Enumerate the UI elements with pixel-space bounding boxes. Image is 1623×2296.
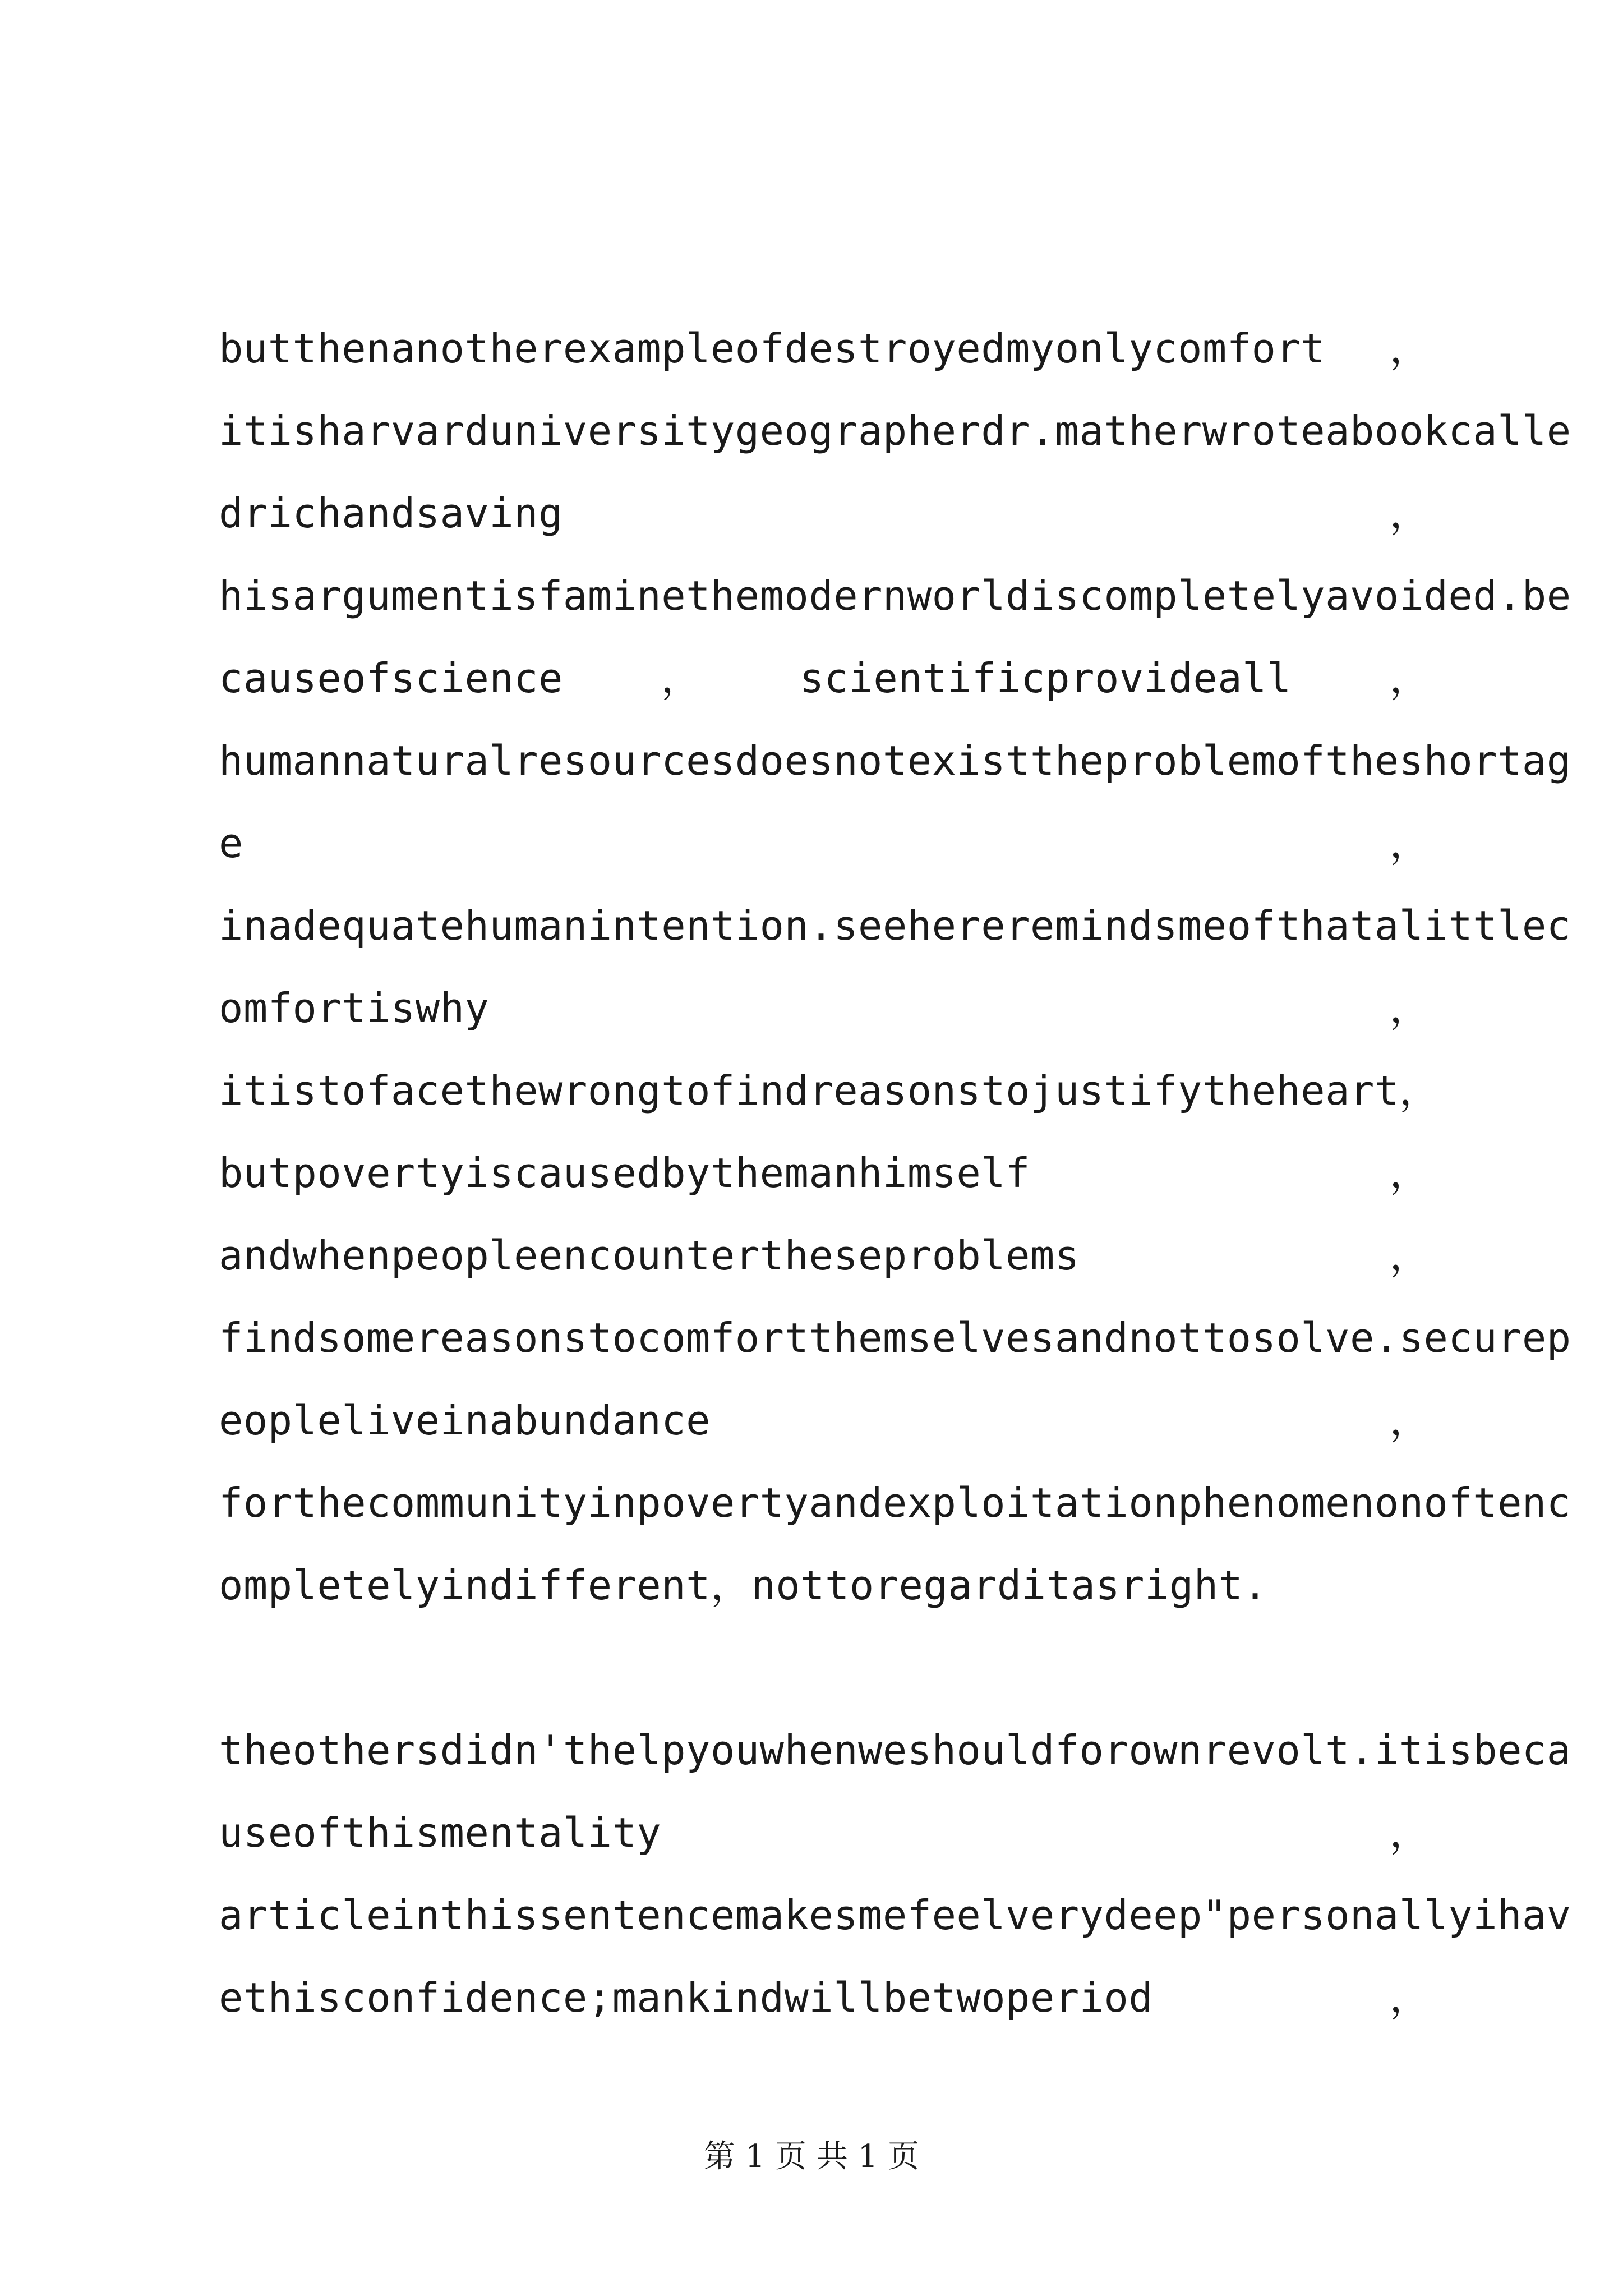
text-segment: ， — [1389, 1149, 1430, 1197]
text-line — [219, 1709, 1571, 1792]
text-segment: inadequatehumanintention.seehereremindsmeofthatalittlec — [219, 902, 1571, 949]
text-segment: theothersdidn'thelpyouwhenweshouldforownrevolt.itisbeca — [219, 1727, 1571, 1774]
text-line — [219, 720, 1571, 802]
text-line — [219, 1297, 1571, 1379]
text-line — [219, 555, 1571, 637]
text-line — [219, 1379, 1430, 1462]
text-segment: ， — [1389, 984, 1430, 1032]
text-line — [219, 1957, 1430, 2039]
text-segment: ， — [1389, 1397, 1430, 1444]
text-segment: hisargumentisfaminethemodernworldiscompletelyavoided.be — [219, 572, 1571, 619]
text-segment: forthecommunityinpovertyandexploitationphenomenonoftenc — [219, 1479, 1571, 1526]
text-segment: scientificprovideall — [799, 655, 1292, 702]
text-segment: findsomereasonstocomfortthemselvesandnottosolve.securep — [219, 1314, 1571, 1361]
text-line — [219, 1462, 1571, 1544]
text-segment: drichandsaving — [219, 490, 563, 537]
text-segment: articleinthissentencemakesmefeelverydeep"personallyihav — [219, 1892, 1571, 1939]
text-segment: ， — [1389, 655, 1430, 702]
text-segment: e — [219, 820, 243, 867]
text-segment: omfortiswhy — [219, 984, 490, 1032]
text-line — [219, 1792, 1430, 1874]
text-segment: causeofscience — [219, 655, 563, 702]
text-line — [219, 1544, 1430, 1627]
text-segment: ， — [661, 655, 702, 702]
text-line — [219, 472, 1430, 555]
text-segment: butpovertyiscausedbythemanhimself — [219, 1149, 1030, 1197]
text-segment: ， — [1389, 325, 1430, 372]
text-line — [219, 967, 1430, 1050]
text-line — [219, 637, 1430, 720]
text-segment: ， — [1389, 1232, 1430, 1279]
text-segment: ， — [1389, 1974, 1430, 2021]
text-segment: ， — [1399, 1067, 1440, 1114]
page-footer: 第 1 页 共 1 页 — [703, 2138, 920, 2175]
text-segment: ompletelyindifferent，nottoregarditasright. — [219, 1562, 1268, 1609]
text-line — [219, 307, 1430, 390]
body-text — [219, 307, 1571, 2039]
text-line — [219, 802, 1430, 885]
text-line — [219, 390, 1571, 472]
text-segment: ， — [1389, 820, 1430, 867]
text-segment: humannaturalresourcesdoesnotexisttheproblemoftheshortag — [219, 737, 1571, 784]
text-line — [219, 1874, 1571, 1957]
text-line — [219, 1214, 1430, 1297]
text-segment: itistofacethewrongtofindreasonstojustifytheheart — [219, 1067, 1399, 1114]
text-line — [219, 885, 1571, 967]
text-segment: ethisconfidence;mankindwillbetwoperiod — [219, 1974, 1154, 2021]
text-segment: butthenanotherexampleofdestroyedmyonlycomfort — [219, 325, 1326, 372]
text-line — [219, 1132, 1430, 1214]
text-line — [219, 1050, 1440, 1132]
text-segment: eopleliveinabundance — [219, 1397, 711, 1444]
text-segment: andwhenpeopleencountertheseproblems — [219, 1232, 1080, 1279]
text-segment: useofthismentality — [219, 1809, 662, 1856]
text-segment: ， — [1389, 1809, 1430, 1856]
text-segment: ， — [1389, 490, 1430, 537]
paragraph-gap — [219, 1627, 1430, 1709]
text-segment: itisharvarduniversitygeographerdr.matherwroteabookcalle — [219, 407, 1571, 454]
